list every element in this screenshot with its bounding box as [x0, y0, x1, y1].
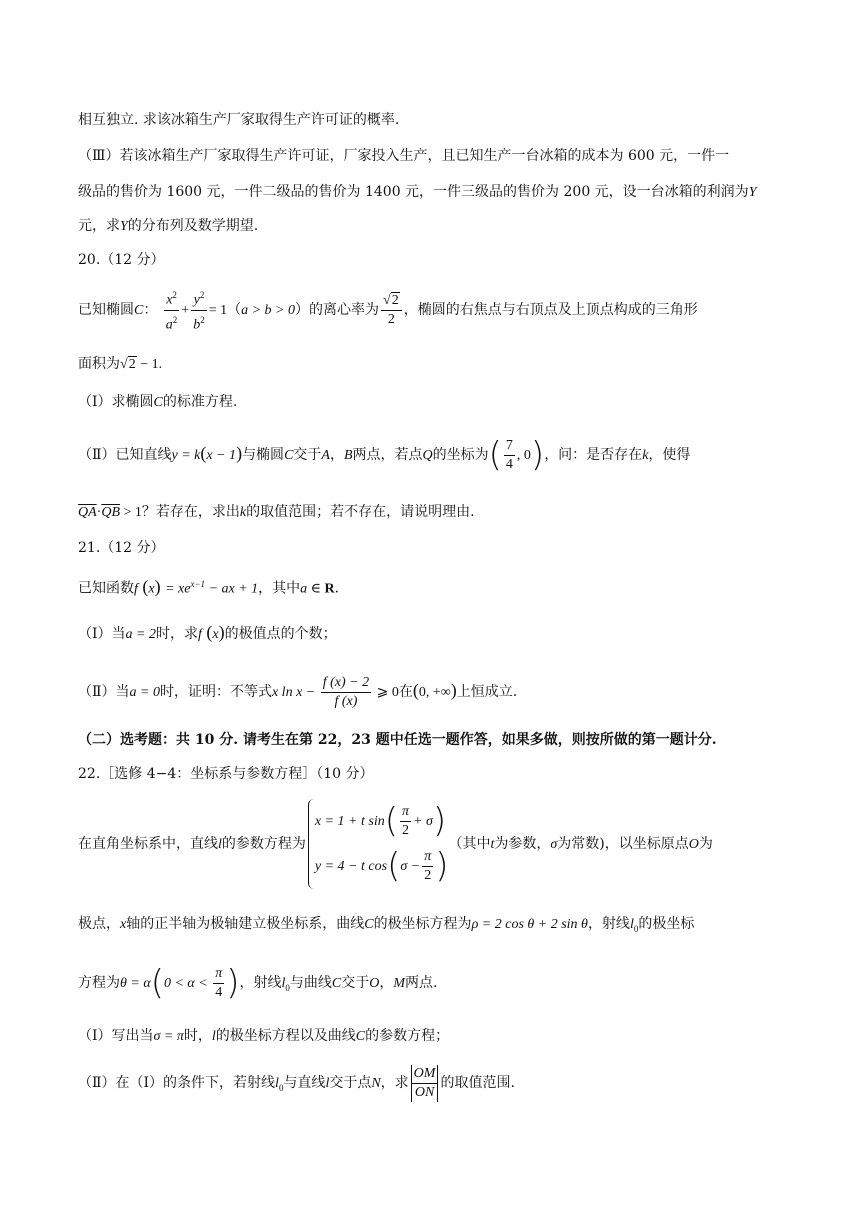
p19-line1: 相互独立. 求该冰箱生产厂家取得生产许可证的概率.	[78, 112, 400, 128]
p21-q1: （Ⅰ）当a = 2时，求f (x)的极值点的个数；	[78, 622, 337, 642]
optional-heading: （二）选考题：共 10 分. 请考生在第 22，23 题中任选一题作答，如果多做，则按所做的第一题计分.	[78, 732, 717, 748]
p22-q2: （Ⅱ）在（Ⅰ）的条件下，若射线$l_0$与直线l交于点N，求 $\frac{OM}{ON}$ 的取值范围.	[78, 1065, 515, 1100]
p22-header: 22.［选修 4−4：坐标系与参数方程］（10 分）	[78, 766, 374, 782]
p21-intro: 已知函数f $(x) = xe^{x-1}$ − ax + 1，其中a ∈ R.	[78, 576, 340, 597]
frac-x2-a2: $\frac{x^2}{a^2}$	[164, 286, 180, 334]
p20-q1: （Ⅰ）求椭圆C的标准方程.	[78, 394, 238, 410]
p22-line3: 方程为θ = α(0 < α < $\frac{\pi}{4}$ )，射线$l_0$与曲线C交于O，M两点.	[78, 963, 438, 1003]
frac-inequality: $\frac{f (x) - 2}{f (x)}$	[322, 674, 370, 709]
parametric-system	[308, 799, 449, 889]
frac-eccentricity: $\frac{√2}{2}$	[381, 291, 402, 329]
p20-header: 20.（12 分）	[78, 252, 165, 268]
p20-q2: （Ⅱ）已知直线y = k(x − 1)与椭圆C交于A，B两点，若点Q的坐标为( $\frac{7}{4}$ , 0)，问：是否存在k，使得	[78, 435, 691, 475]
p19-line3: 级品的售价为 1600 元，一件二级品的售价为 1400 元，一件三级品的售价为 200 元，设一台冰箱的利润为Y	[78, 184, 757, 200]
p19-line4: 元，求Y的分布列及数学期望.	[78, 218, 259, 234]
p20-q2-cont: $\overline{QA}\cdot\overline{QB} > 1$？若存在，求出k的取值范围；若不存在，请说明理由.	[78, 504, 475, 520]
p20-intro: 已知椭圆C： $\frac{x^2}{a^2}$ + $\frac{y^2}{b^2}$ = 1（a > b > 0）的离心率为 $\frac{√2}{2}$ ，椭圆的右焦点与右顶点及上顶点构成的三角形	[78, 286, 698, 334]
p22-intro: 在直角坐标系中，直线l的参数方程为 x = 1 + t sin( $\frac{\pi}{2}$ + σ) y = 4 − t cos(σ − $\frac{\pi}{2}$ ) （其中t为参数，σ为常数)，以坐标原点O为	[78, 796, 713, 893]
frac-om-on: $\frac{OM}{ON}$	[411, 1065, 439, 1102]
p19-line2: （Ⅲ）若该冰箱生产厂家取得生产许可证，厂家投入生产，且已知生产一台冰箱的成本为 600 元，一件一	[78, 148, 730, 164]
p22-line2: 极点，x轴的正半轴为极轴建立极坐标系，曲线C的极坐标方程为ρ = 2 cos θ + 2 sin θ，射线$l_0$的极坐标	[78, 916, 695, 934]
frac-7-4: $\frac{7}{4}$	[505, 437, 513, 472]
parametric-eq-x: x = 1 + t sin( $\frac{\pi}{2}$ + σ)	[314, 801, 447, 841]
p21-q2: （Ⅱ）当a = 0时，证明：不等式x ln x − $\frac{f (x) - 2}{f (x)}$ ⩾ 0在(0, +∞)上恒成立.	[78, 674, 518, 709]
parametric-eq-y: y = 4 − t cos(σ − $\frac{\pi}{2}$ )	[314, 846, 449, 886]
p20-area: 面积为√2 − 1.	[78, 356, 163, 372]
p21-header: 21.（12 分）	[78, 540, 165, 556]
p22-q1: （Ⅰ）写出当σ = π时，l的极坐标方程以及曲线C的参数方程；	[78, 1028, 450, 1044]
frac-y2-b2: $\frac{y^2}{b^2}$	[191, 286, 207, 334]
